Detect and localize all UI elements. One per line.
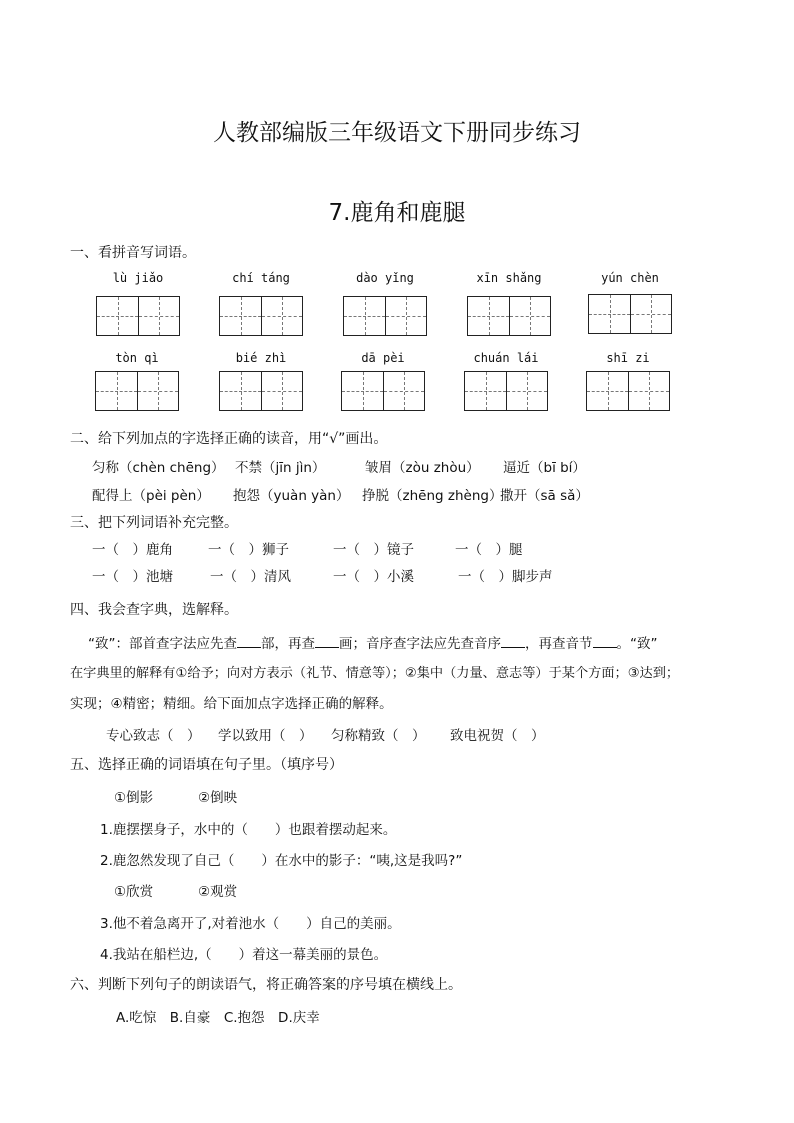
pronunciation-item: 抱怨（yuàn yàn）: [233, 488, 350, 504]
page-title: 人教部编版三年级语文下册同步练习: [213, 120, 581, 146]
writing-grid[interactable]: [467, 296, 551, 336]
option-label: ①欣赏: [114, 884, 154, 900]
sentence-question: 1.鹿摆摆身子，水中的（ ）也跟着摆动起来。: [100, 822, 397, 838]
pinyin-label: xīn shǎng: [476, 271, 542, 285]
pronunciation-item: 不禁（jīn jìn）: [235, 460, 326, 476]
section-5-heading: 五、选择正确的词语填在句子里。（填序号）: [70, 757, 343, 773]
fill-in-phrase: 一（ ）腿: [455, 542, 523, 558]
pinyin-label: bié zhì: [235, 351, 287, 365]
pinyin-label: dā pèi: [361, 351, 405, 365]
fill-in-phrase: 一（ ）小溪: [333, 569, 414, 585]
pronunciation-item: 皱眉（zòu zhòu）: [365, 460, 480, 476]
definition-choice: 致电祝贺（ ）: [450, 728, 545, 744]
pinyin-label: chí táng: [232, 271, 290, 285]
pronunciation-item: 撒开（sā sǎ）: [500, 488, 589, 504]
writing-grid[interactable]: [219, 371, 303, 411]
sentence-question: 2.鹿忽然发现了自己（ ）在水中的影子：“咦,这是我吗?”: [100, 853, 463, 869]
pinyin-label: shī zi: [606, 351, 650, 365]
answer-blank[interactable]: [315, 635, 339, 648]
writing-grid[interactable]: [95, 371, 179, 411]
option-label: ②倒映: [198, 790, 238, 806]
definition-choice: 学以致用（ ）: [218, 728, 313, 744]
fill-in-phrase: 一（ ）清风: [210, 569, 291, 585]
writing-grid[interactable]: [341, 371, 425, 411]
dictionary-question: “致”：部首查字法应先查 部，再查 画；音序查字法应先查音序 ，再查音节 。“致”: [88, 636, 658, 652]
option-label: ②观赏: [198, 884, 238, 900]
pinyin-label: dào yǐng: [356, 271, 414, 285]
lesson-title: 7.鹿角和鹿腿: [328, 200, 466, 226]
pronunciation-item: 匀称（chèn chēng）: [92, 460, 225, 476]
pronunciation-item: 配得上（pèi pèn）: [92, 488, 210, 504]
section-2-heading: 二、给下列加点的字选择正确的读音，用“√”画出。: [70, 431, 388, 447]
sentence-question: 3.他不着急离开了,对着池水（ ）自己的美丽。: [100, 916, 401, 932]
section-1-heading: 一、看拼音写词语。: [70, 245, 196, 261]
pronunciation-item: 逼近（bī bí）: [503, 460, 586, 476]
definition-choice: 匀称精致（ ）: [331, 728, 426, 744]
answer-blank[interactable]: [237, 635, 261, 648]
answer-blank[interactable]: [593, 635, 617, 648]
pinyin-label: lù jiǎo: [112, 271, 164, 285]
writing-grid[interactable]: [588, 294, 672, 334]
option-label: ①倒影: [114, 790, 154, 806]
sentence-question: 4.我站在船栏边,（ ）着这一幕美丽的景色。: [100, 947, 388, 963]
pinyin-label: tòn qì: [115, 351, 159, 365]
section-4-heading: 四、我会查字典，选解释。: [70, 602, 238, 618]
pronunciation-item: 挣脱（zhēng zhèng）: [362, 488, 503, 504]
section-6-heading: 六、判断下列句子的朗读语气，将正确答案的序号填在横线上。: [70, 977, 462, 993]
fill-in-phrase: 一（ ）池塘: [92, 569, 173, 585]
writing-grid[interactable]: [343, 296, 427, 336]
writing-grid[interactable]: [219, 296, 303, 336]
tone-options: A.吃惊 B.自豪 C.抱怨 D.庆幸: [116, 1010, 320, 1026]
definition-text: 实现；④精密；精细。给下面加点字选择正确的解释。: [70, 696, 393, 712]
answer-blank[interactable]: [501, 635, 525, 648]
definition-choice: 专心致志（ ）: [106, 728, 201, 744]
writing-grid[interactable]: [586, 371, 670, 411]
writing-grid[interactable]: [96, 296, 180, 336]
section-3-heading: 三、把下列词语补充完整。: [70, 515, 238, 531]
fill-in-phrase: 一（ ）狮子: [208, 542, 289, 558]
fill-in-phrase: 一（ ）脚步声: [458, 569, 553, 585]
pinyin-label: yún chèn: [601, 271, 659, 285]
writing-grid[interactable]: [464, 371, 548, 411]
pinyin-label: chuán lái: [473, 351, 539, 365]
definition-text: 在字典里的解释有①给予；向对方表示（礼节、情意等）；②集中（力量、意志等）于某个方面；③达到；: [70, 666, 680, 681]
fill-in-phrase: 一（ ）鹿角: [92, 542, 173, 558]
fill-in-phrase: 一（ ）镜子: [333, 542, 414, 558]
